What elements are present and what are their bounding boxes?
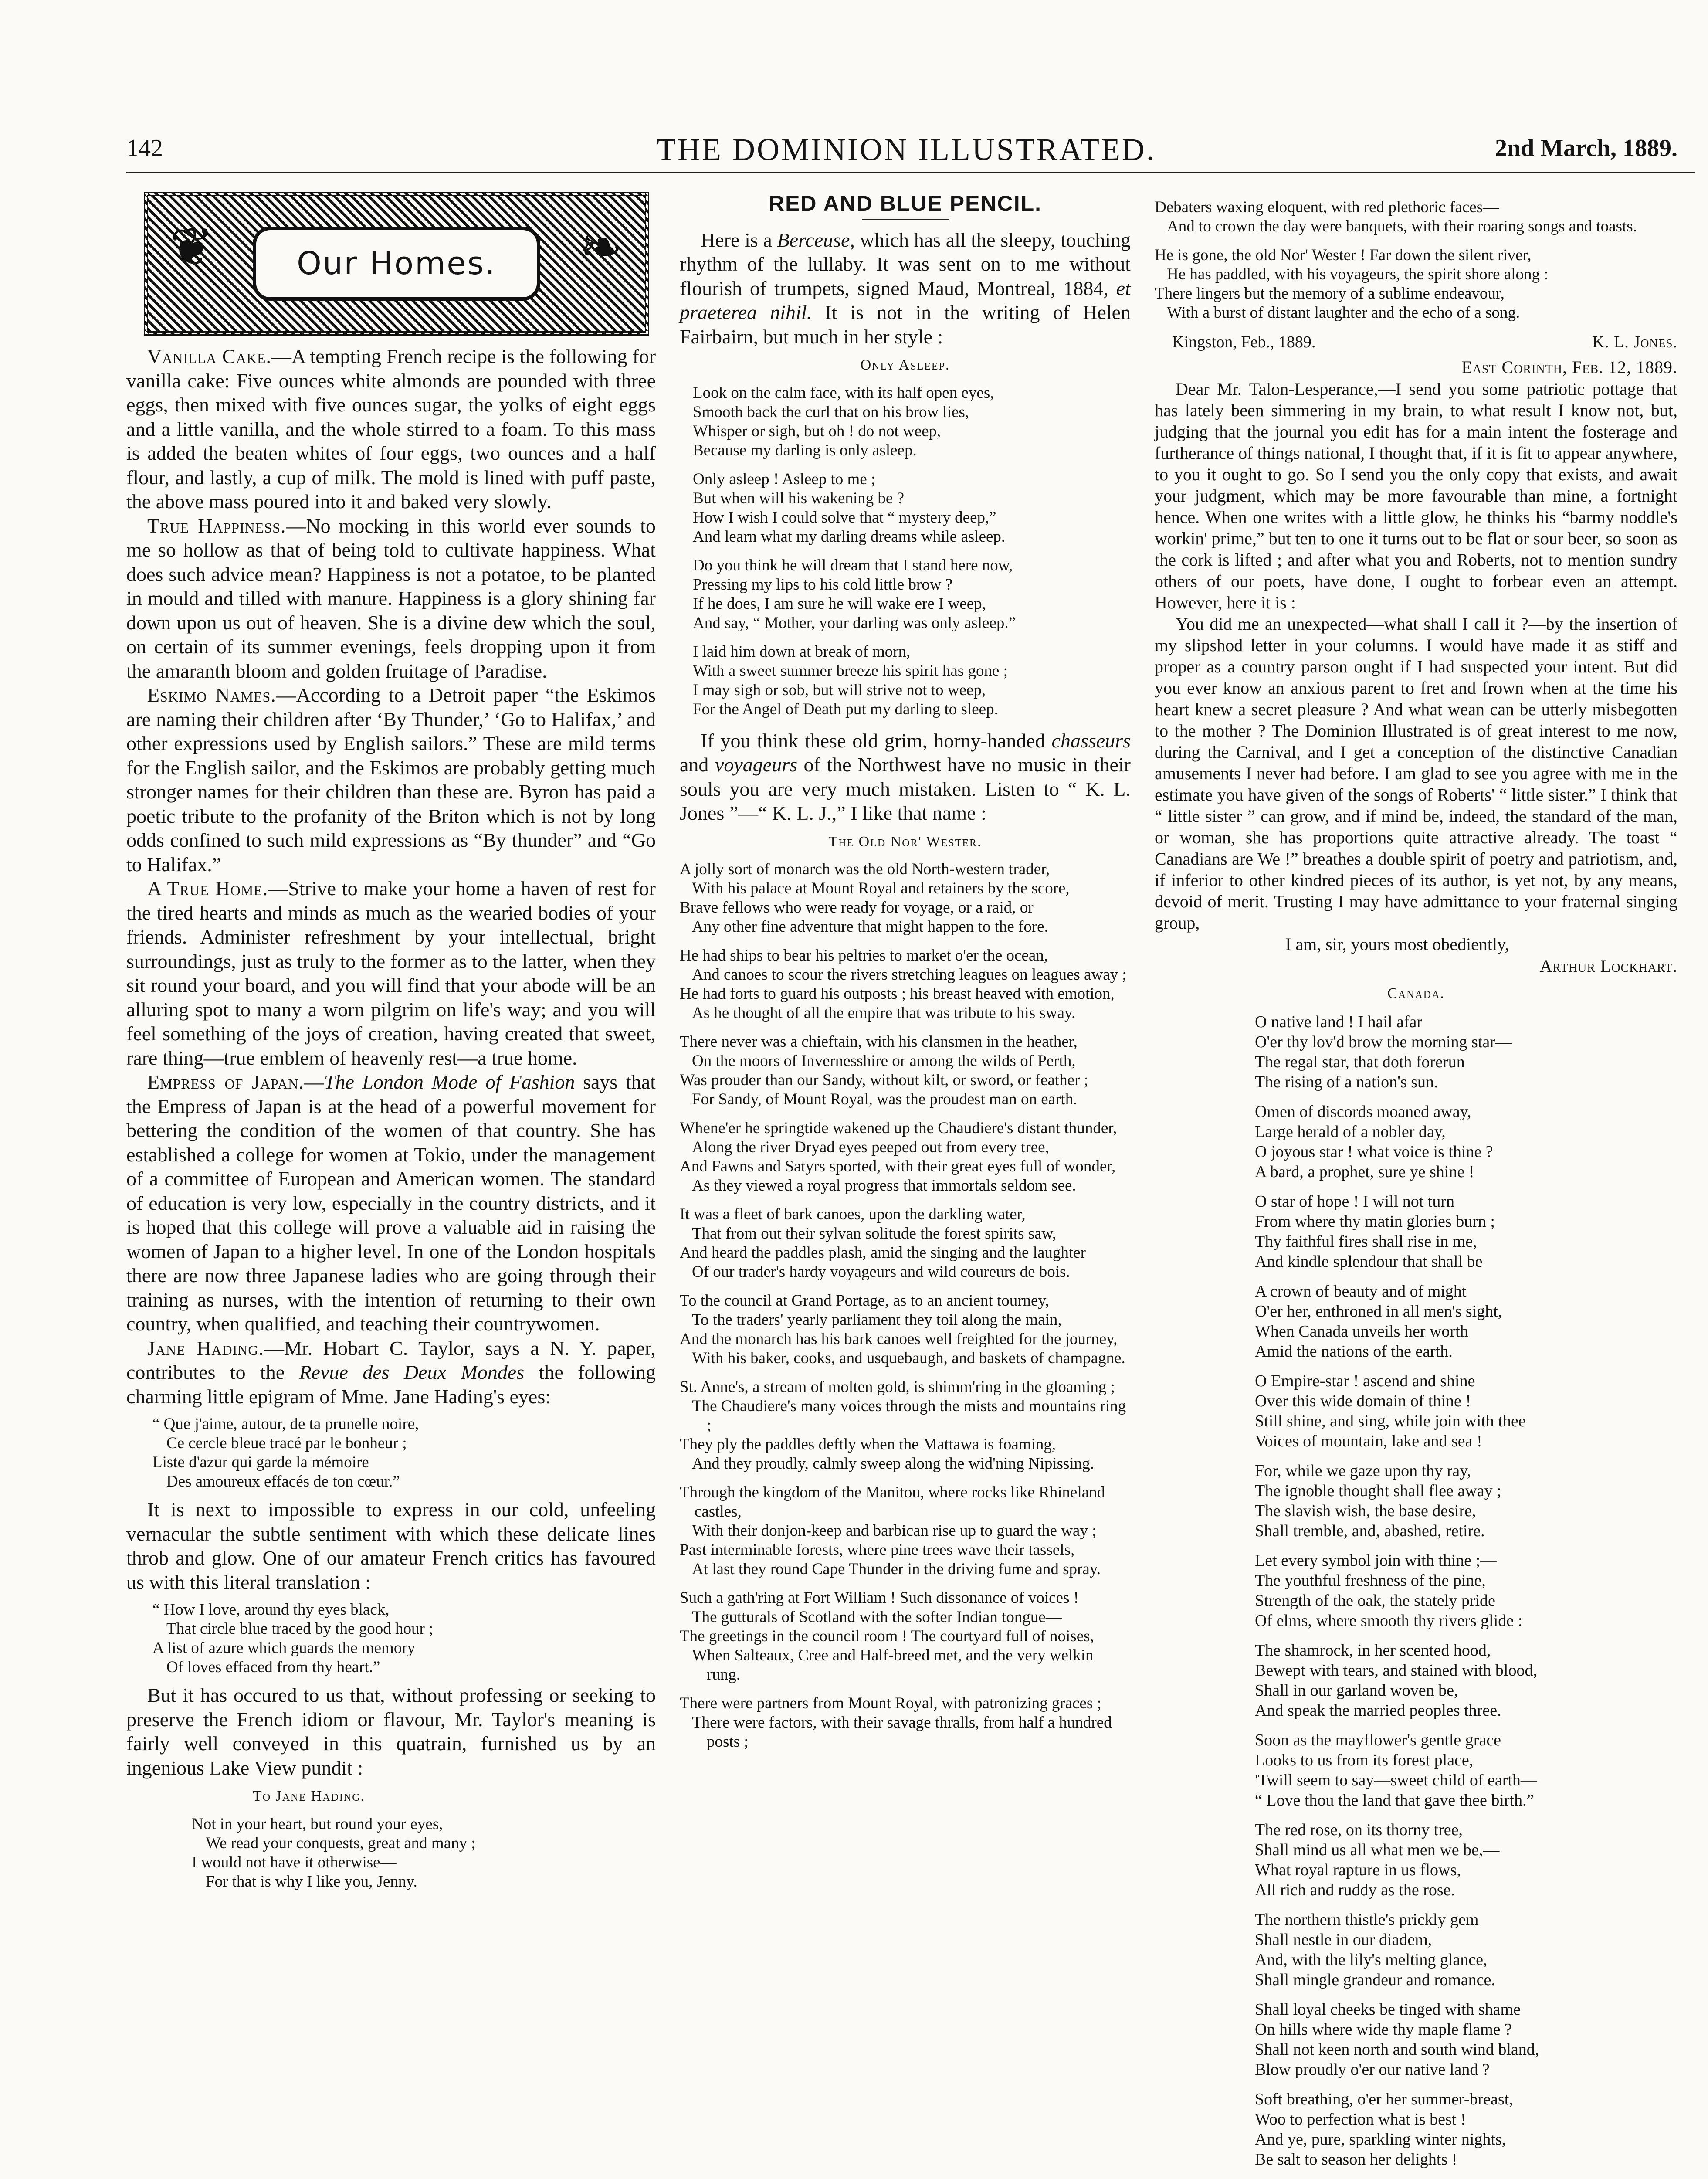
poem-line: Be salt to season her delights ! [1255,2150,1457,2169]
text: and [680,753,715,776]
stanza [1255,1820,1678,1900]
poem-line: Shall in our garland woven be, [1255,1681,1458,1700]
poem-line: The regal star, that doth forerun [1255,1052,1465,1071]
poem-line: As he thought of all the empire that was tribute to his sway. [692,1004,1076,1022]
source-title: The London Mode of Fashion [324,1071,575,1093]
poem-line: “ Love thou the land that gave thee birth.” [1255,1791,1534,1809]
stanza [680,860,1131,937]
poem-line: And Fawns and Satyrs sported, with their great eyes full of wonder, [680,1157,1116,1175]
article-jane-hading [126,1336,656,1409]
column-3 [1155,192,1678,2179]
french-epigram [126,1415,656,1491]
poem-line: Soft breathing, o'er her summer-breast, [1255,2090,1513,2108]
poem-line: Not in your heart, but round your eyes, [192,1815,443,1833]
stanza [693,384,1131,460]
poem-line: Of our trader's hardy voyageurs and wild coureurs de bois. [692,1263,1070,1281]
poem-line: Look on the calm face, with its half open eyes, [693,384,994,402]
poem-line: “ Que j'aime, autour, de ta prunelle noire, [152,1415,419,1433]
letter-dateline: East Corinth, Feb. 12, 1889. [1461,357,1678,377]
stanza [1255,1012,1678,1092]
poem-line: From where thy matin glories burn ; [1255,1212,1495,1231]
poem-line: I would not have it otherwise— [192,1853,396,1871]
page-number: 142 [126,135,163,162]
poem-line: A bard, a prophet, sure ye shine ! [1255,1162,1474,1181]
poem-line: Smooth back the curl that on his brow lies, [693,403,969,421]
article-body: —According to a Detroit paper “the Eskimos are naming their children after ‘By Thunder,’ ‘Go to Halifax,’ and other expressions used by English sailors.” These are mild terms for the English sailor, and the Eskimos are probably getting much stronger names for their children than these are. Byron has paid a poetic tribute to the profanity of the Briton which is not by long odds confined to such mild expressions as “By thunder” and “Go to Halifax.” [126,684,656,876]
article-title: Vanilla Cake. [147,345,272,367]
poem-line: Whene'er he springtide wakened up the Chaudiere's distant thunder, [680,1119,1117,1137]
paragraph-chasseurs [680,729,1131,825]
article-body: —A tempting French recipe is the following for vanilla cake: Five ounces white almonds are pounded with three eggs, then mixed with five ounces sugar, the yolks of eight eggs and a little vanilla, and the whole stirred to a foam. To this mass is added the beaten whites of four eggs, two ounces and a half flour, and lastly, a cup of milk. The mold is lined with puff paste, the above mass poured into it and baked very slowly. [126,345,656,513]
text: Here is a [701,228,777,251]
poem-line: Only asleep ! Asleep to me ; [693,470,876,488]
poem-line: “ How I love, around thy eyes black, [152,1601,390,1619]
poem-line: With his baker, cooks, and usquebaugh, and baskets of champagne. [692,1349,1125,1367]
poem-line: To the traders' yearly parliament they toil along the main, [692,1311,1062,1329]
article-title: Eskimo Names. [147,684,276,706]
poem-line: As they viewed a royal progress that immortals seldom see. [692,1177,1076,1195]
stanza [1255,2089,1678,2169]
poem-line: At last they round Cape Thunder in the driving fume and spray. [692,1560,1101,1578]
poem-title: Only Asleep. [860,357,950,373]
article-title: A True Home. [147,877,268,899]
stanza [1155,198,1678,236]
poem-line: With their donjon-keep and barbican rise up to guard the way ; [692,1522,1097,1540]
poem-line: Liste d'azur qui garde la mémoire [152,1453,369,1471]
poem-line: How I wish I could solve that “ mystery deep,” [693,508,996,526]
stanza [680,946,1131,1023]
poem-line: O star of hope ! I will not turn [1255,1192,1455,1211]
stanza [1255,1730,1678,1810]
poem-line: There never was a chieftain, with his clansmen in the heather, [680,1033,1078,1051]
poem-line: A jolly sort of monarch was the old North-western trader, [680,860,1050,878]
poem-line: And to crown the day were banquets, with their roaring songs and toasts. [1167,217,1637,235]
literal-translation [126,1600,656,1677]
stanza [680,1205,1131,1282]
poem-line: Let every symbol join with thine ;— [1255,1551,1497,1570]
article-body: —Strive to make your home a haven of rest for the tired hearts and minds as much as the wearied bodies of your friends. Administer refreshment by your intellectual, bright surroundings, just as truly to the former as to the latter, when they sit round your board, and you will find that your abode will be an alluring spot to many a worn pilgrim on life's way; and you will feel something of the joys of creation, having created that sweet, rare thing—true emblem of heavenly rest—a true home. [126,877,656,1069]
heading-rule [862,219,949,220]
article-body: —Mr. Hobart C. Taylor, says a N. Y. paper, contributes to the [126,1337,656,1383]
poem-line: The ignoble thought shall flee away ; [1255,1481,1501,1500]
paragraph-express: It is next to impossible to express in our cold, unfeeling vernacular the subtle sentiment with which these delicate lines throb and glow. One of our amateur French critics has favoured us with this literal translation : [126,1498,656,1593]
poem-line: O'er thy lov'd brow the morning star— [1255,1032,1512,1051]
stanza [1255,1102,1678,1182]
poem-line: Large herald of a nobler day, [1255,1122,1446,1141]
poem-line: Strength of the oak, the stately pride [1255,1591,1495,1610]
article-body: — [304,1071,324,1093]
poem-line: Voices of mountain, lake and sea ! [1255,1432,1482,1450]
poem-line: For Sandy, of Mount Royal, was the proudest man on earth. [692,1090,1078,1108]
poem-line: Any other fine adventure that might happen to the fore. [692,918,1048,936]
column-2 [680,192,1131,1761]
poem-line: On the moors of Invernesshire or among the wilds of Perth, [692,1052,1076,1070]
text: It is not in the writing of Helen Fairbairn, but much in her style : [680,301,1131,348]
poem-line: Of loves effaced from thy heart.” [166,1658,380,1676]
poem-title: Canada. [1387,985,1445,1001]
poem-line: All rich and ruddy as the rose. [1255,1880,1455,1899]
poem-line: That from out their sylvan solitude the forest spirits saw, [692,1225,1057,1242]
poem-line: What royal rapture in us flows, [1255,1860,1461,1879]
poem-line: If he does, I am sure he will wake ere I weep, [693,594,986,613]
stanza [1255,1910,1678,1990]
poem-line: That circle blue traced by the good hour ; [166,1620,434,1638]
poem-line: We read your conquests, great and many ; [206,1834,476,1852]
poem-line: There were factors, with their savage thralls, from half a hundred posts ; [692,1714,1112,1751]
old-norwester-poem [680,860,1131,1751]
poem-title: To Jane Hading. [253,1788,366,1804]
article-body: —No mocking in this world ever sounds to me so hollow as that of being told to cultivate happiness. What does such advice mean? Happiness is not a potatoe, to be planted in mould and tilled with manure. Happiness is a glory shining far down upon us out of heaven. She is a divine dew which the soul, on certain of its summer evenings, feels dropping upon it from the amaranth bloom and golden fruitage of Paradise. [126,514,656,682]
letter-paragraph-1: Dear Mr. Talon-Lesperance,—I send you some patriotic pottage that has lately been simmering in my brain, to what result I know not, but, judging that the journal you edit has for a main intent the fosterage and furtherance of things national, I thought that, if it is fit to appear anywhere, to you it ought to go. So I send you the only copy that exists, and await your judgment, which may be more favourable than mine, a fortnight hence. When one writes with a little glow, he thinks his “barmy noddle's workin' prime,” but ten to one it turns out to be flat or sour beer, so soon as the cork is lifted ; and after what you and Roberts, not to mention sundry others of our poets, have done, I ought to forbear even an attempt. However, here it is : [1155,379,1678,612]
poem-line: Shall loyal cheeks be tinged with shame [1255,2000,1521,2019]
stanza [680,1378,1131,1473]
article-true-happiness [126,514,656,683]
page-header [126,118,1686,170]
poem-line: The shamrock, in her scented hood, [1255,1641,1491,1660]
only-asleep-poem [680,384,1131,719]
poem-line: There were partners from Mount Royal, with patronizing graces ; [680,1694,1101,1712]
poem-signoff [1155,332,1678,352]
poem-line: Shall tremble, and, abashed, retire. [1255,1521,1485,1540]
poem-line: He had forts to guard his outposts ; his breast heaved with emotion, [680,985,1115,1003]
text-italic: Berceuse [777,228,850,251]
poem-line: Whisper or sigh, but oh ! do not weep, [693,422,941,440]
poem-line: Do you think he will dream that I stand here now, [693,556,1013,574]
stanza [693,642,1131,719]
poem-line: They ply the paddles deftly when the Mattawa is foaming, [680,1436,1056,1453]
article-body: says that the Empress of Japan is at the head of a powerful movement for bettering the condition of the women of that country. She has established a college for women at Tokio, under the management of a committee of European and American women. The standard of education is very low, especially in the country districts, and it is hoped that this college will prove a valuable aid in raising the women of Japan to a higher level. In one of the London hospitals there are now three Japanese ladies who are going through their training as nurses, with the intention of returning to their own country, when qualified, and teaching their countrywomen. [126,1071,656,1335]
letter-closing: I am, sir, yours most obediently, [1285,934,1509,954]
poem-line: I may sigh or sob, but will strive not to weep, [693,681,986,699]
poem-line: St. Anne's, a stream of molten gold, is shimm'ring in the gloaming ; [680,1378,1115,1396]
poem-line: Such a gath'ring at Fort William ! Such dissonance of voices ! [680,1589,1079,1607]
poem-line: When Salteaux, Cree and Half-breed met, and the very welkin rung. [692,1646,1094,1683]
poem-line: Soon as the mayflower's gentle grace [1255,1731,1501,1749]
poem-line: Looks to us from its forest place, [1255,1751,1474,1769]
poem-line: 'Twill seem to say—sweet child of earth— [1255,1771,1537,1789]
poem-line: O'er her, enthroned in all men's sight, [1255,1302,1502,1320]
poem-line: O Empire-star ! ascend and shine [1255,1371,1475,1390]
poem-line: Past interminable forests, where pine trees wave their tassels, [680,1541,1075,1559]
stanza [1155,246,1678,322]
poem-line: With a sweet summer breeze his spirit has gone ; [693,662,1008,680]
poem-line: For that is why I like you, Jenny. [206,1872,417,1891]
text: of the Northwest have no music in their souls you are very much mistaken. Listen to “ K. L. Jones ”—“ K. L. J.,” I like that name : [680,753,1131,824]
poem-line: But when will his wakening be ? [693,489,905,507]
poem-line: Blow proudly o'er our native land ? [1255,2060,1490,2079]
poem-line: The youthful freshness of the pine, [1255,1571,1486,1590]
poem-line: To the council at Grand Portage, as to an ancient tourney, [680,1292,1049,1310]
banner-plate [253,227,540,301]
poem-line: He has paddled, with his voyageurs, the spirit shore along : [1167,265,1549,283]
stanza [1255,1461,1678,1541]
poem-line: And learn what my darling dreams while asleep. [693,527,1006,546]
poem-line: And they proudly, calmly sweep along the wid'ning Nipissing. [692,1455,1094,1473]
poem-line: The gutturals of Scotland with the softer Indian tongue— [692,1608,1062,1626]
stanza [680,1119,1131,1195]
poem-line: And kindle splendour that shall be [1255,1252,1483,1271]
poem-line: Over this wide domain of thine ! [1255,1392,1471,1410]
article-title: Empress of Japan. [147,1071,304,1093]
poem-line: O joyous star ! what voice is thine ? [1255,1142,1493,1161]
article-vanilla-cake [126,344,656,514]
poem-line: The red rose, on its thorny tree, [1255,1820,1463,1839]
text-italic: voyageurs [715,753,797,776]
article-title: True Happiness. [147,514,286,537]
poem-line: Shall mind us all what men we be,— [1255,1840,1500,1859]
poem-line: Shall mingle grandeur and romance. [1255,1970,1495,1989]
banner-label: Our Homes. [297,245,496,282]
poem-line: The northern thistle's prickly gem [1255,1910,1479,1929]
poem-line: Woo to perfection what is best ! [1255,2110,1466,2128]
poem-line: I laid him down at break of morn, [693,642,911,661]
poem-line: With a burst of distant laughter and the echo of a song. [1167,304,1520,322]
poem-line: And ye, pure, sparkling winter nights, [1255,2130,1506,2148]
poem-line: The Chaudiere's many voices through the mists and mountains ring ; [692,1397,1126,1434]
poem-line: Because my darling is only asleep. [693,441,917,459]
stanza [1255,1999,1678,2080]
poem-line: The rising of a nation's sun. [1255,1073,1438,1091]
poem-line: He had ships to bear his peltries to market o'er the ocean, [680,947,1048,964]
poem-line: The slavish wish, the base desire, [1255,1501,1476,1520]
poem-line: When Canada unveils her worth [1255,1322,1468,1341]
source-title: Revue des Deux Mondes [299,1361,525,1383]
poem-line: Des amoureux effacés de ton cœur.” [166,1473,400,1490]
ornament-left-icon: ❦ [170,218,214,276]
poem-line: Amid the nations of the earth. [1255,1342,1453,1361]
place-date: Kingston, Feb., 1889. [1172,333,1316,351]
poem-line: And the monarch has his bark canoes well freighted for the journey, [680,1330,1118,1348]
poem-line: And say, “ Mother, your darling was only asleep.” [693,614,1016,632]
poem-line: Through the kingdom of the Manitou, where rocks like Rhineland castles, [680,1483,1105,1521]
text-italic: chasseurs [1051,729,1131,752]
stanza [680,1291,1131,1368]
poem-line: And speak the married peoples three. [1255,1701,1501,1720]
text-italic: et praeterea nihil. [680,277,1131,323]
poem-line: With his palace at Mount Royal and retainers by the score, [692,879,1070,897]
stanza [680,1483,1131,1579]
poem-line: Omen of discords moaned away, [1255,1102,1471,1121]
poem-line: Along the river Dryad eyes peeped out from every tree, [692,1138,1049,1156]
paragraph-berceuse [680,228,1131,349]
stanza [1255,1371,1678,1451]
poem-line: Of elms, where smooth thy rivers glide : [1255,1611,1523,1630]
article-body: the following charming little epigram of Mme. Jane Hading's eyes: [126,1361,656,1408]
poem-line: He is gone, the old Nor' Wester ! Far down the silent river, [1155,246,1532,264]
article-title: Jane Hading. [147,1337,264,1359]
poem-line: The greetings in the council room ! The courtyard full of noises, [680,1627,1094,1645]
poem-line: It was a fleet of bark canoes, upon the darkling water, [680,1205,1026,1223]
poem-line: A crown of beauty and of might [1255,1282,1467,1300]
poem-line: Shall not keen north and south wind bland, [1255,2040,1539,2059]
header-rule [126,172,1695,173]
poem-line: Thy faithful fires shall rise in me, [1255,1232,1477,1251]
stanza [1255,1640,1678,1721]
letter-signature: Arthur Lockhart. [1539,956,1678,976]
article-eskimo-names [126,683,656,876]
poem-line: Debaters waxing eloquent, with red plethoric faces— [1155,198,1499,216]
poem-line: A list of azure which guards the memory [152,1639,416,1657]
poem-line: And, with the lily's melting glance, [1255,1950,1488,1969]
text: If you think these old grim, horny-handed [701,729,1052,752]
poem-line: Shall nestle in our diadem, [1255,1930,1432,1949]
poem-line: Still shine, and sing, while join with thee [1255,1412,1526,1430]
poem-line: There lingers but the memory of a sublime endeavour, [1155,285,1505,302]
column-1 [126,192,656,1897]
stanza [1255,1191,1678,1272]
jane-hading-poem [126,1815,656,1891]
stanza [680,1588,1131,1684]
ornament-right-icon: ❧ [579,218,623,276]
poem-line: Brave fellows who were ready for voyage, or a raid, or [680,899,1034,916]
poem-line: And canoes to scour the rivers stretching leagues on leagues away ; [692,966,1127,984]
stanza [680,1694,1131,1751]
stanza [1255,1281,1678,1361]
poem-line: Ce cercle bleue tracé par le bonheur ; [166,1434,407,1452]
stanza [680,1032,1131,1109]
poem-line: Pressing my lips to his cold little brow ? [693,575,953,594]
poem-line: O native land ! I hail afar [1255,1012,1423,1031]
stanza [1255,1551,1678,1631]
author-name: K. L. Jones. [1592,333,1678,351]
poem-title: The Old Nor' Wester. [828,833,982,850]
article-empress-of-japan [126,1070,656,1336]
article-true-home [126,876,656,1070]
masthead: THE DOMINION ILLUSTRATED. [657,132,1156,167]
stanza [693,470,1131,546]
section-heading: RED AND BLUE PENCIL. [768,191,1042,216]
poem-line: And heard the paddles plash, amid the singing and the laughter [680,1244,1086,1262]
issue-date: 2nd March, 1889. [1495,135,1678,162]
poem-line: Bewept with tears, and stained with blood, [1255,1661,1537,1680]
poem-line: On hills where wide thy maple flame ? [1255,2020,1512,2039]
paragraph-occured: But it has occured to us that, without professing or seeking to preserve the French idiom or flavour, Mr. Taylor's meaning is fairly well conveyed in this quatrain, furnished us by an ingenious Lake View pundit : [126,1684,656,1779]
canada-poem [1155,1012,1678,2169]
letter-paragraph-2: You did me an unexpected—what shall I call it ?—by the insertion of my slipshod letter in your columns. I would have made it as stiff and proper as a country parson ought if I had suspected your intent. But did you ever know an anxious parent to fret and frown when at the time his heart knew a secret pleasure ? And what wean can be utterly misbegotten to the mother ? The Dominion Illustrated is of great interest to me now, during the Carnival, and I get a conception of the distinctive Canadian amusements I never had before. I am glad to see you agree with me in the estimate you have given of the songs of Roberts' “ little sister.” I think that “ little sister ” can grow, and if mind be, indeed, the standard of the man, or woman, she has proportions quite attractive already. The toast “ Canadians are We !” breathes a double spirit of poetry and patriotism, and, if inferior to other kindred pieces of its author, is yet not, by any means, devoid of merit. Trusting I may have admittance to your fraternal singing group, [1155,614,1678,933]
old-norwester-poem-continued [1155,198,1678,322]
poem-line: For, while we gaze upon thy ray, [1255,1461,1471,1480]
our-homes-banner [144,192,649,336]
poem-line: Was prouder than our Sandy, without kilt, or sword, or feather ; [680,1071,1088,1089]
stanza [693,556,1131,633]
text: , which has all the sleepy, touching rhythm of the lullaby. It was sent on to me without flourish of trumpets, signed Maud, Montreal, 1884, [680,228,1131,299]
poem-line: For the Angel of Death put my darling to sleep. [693,700,998,718]
